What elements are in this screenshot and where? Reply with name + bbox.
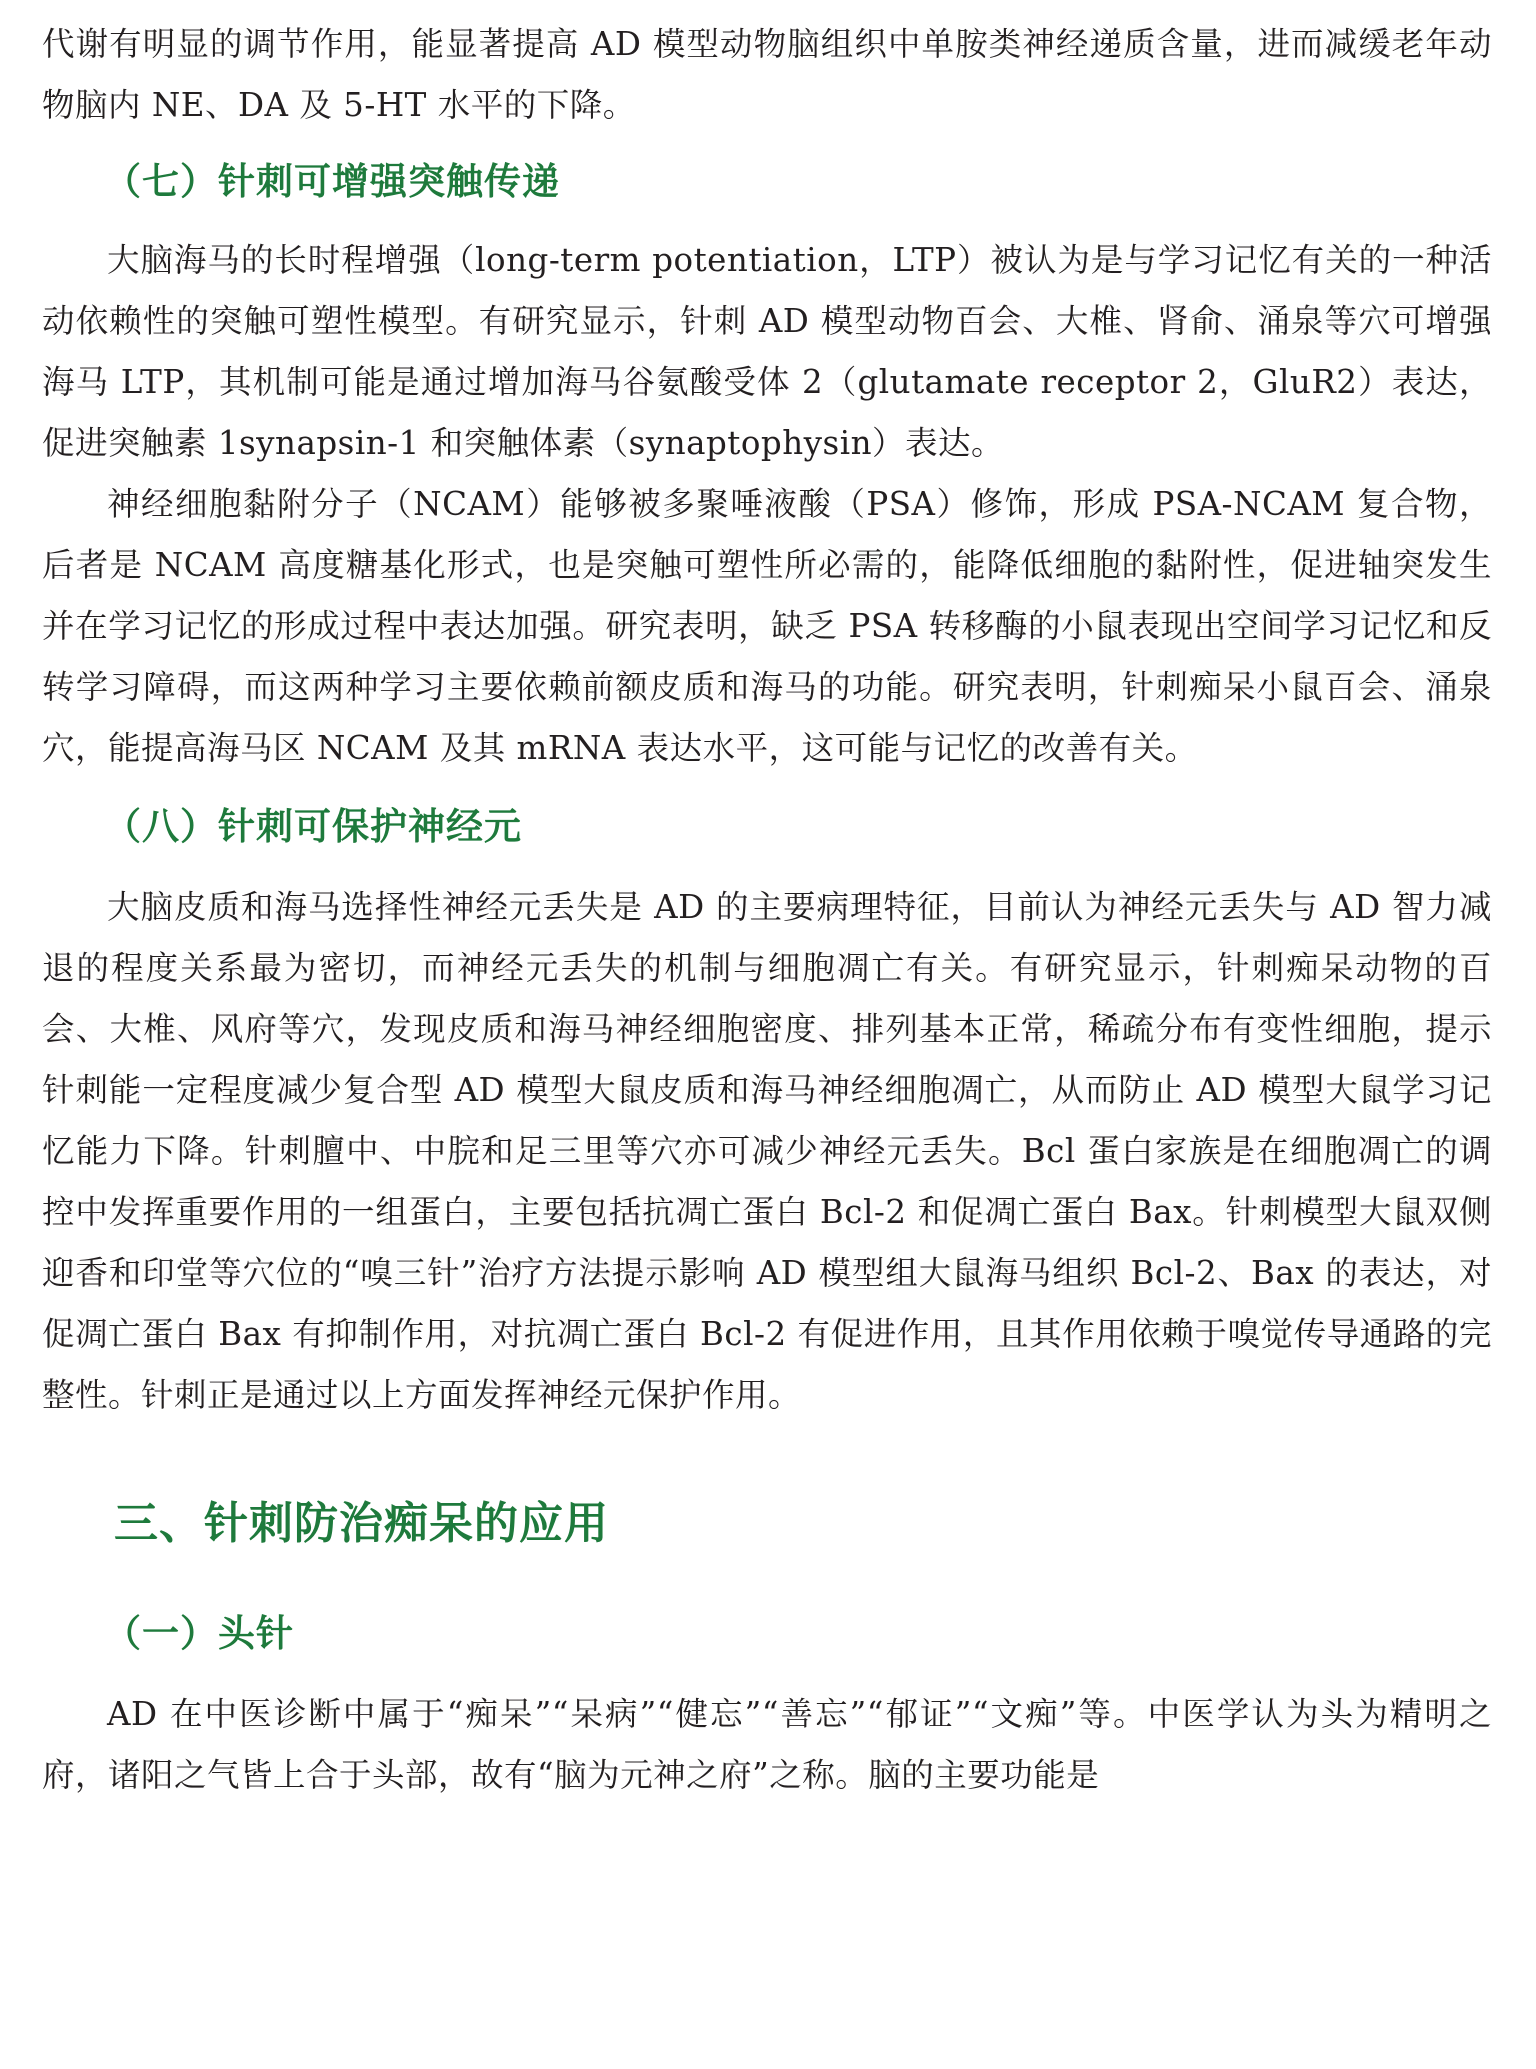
paragraph-tcm-diagnosis: AD 在中医诊断中属于“痴呆”“呆病”“健忘”“善忘”“郁证”“文痴”等。中医学认为头为精明之府，诸阳之气皆上合于头部，故有“脑为元神之府”之称。脑的主要功能是 [42,1695,1492,1794]
subheading-scalp-acupuncture: （一）头针 [104,1612,294,1655]
subheading-neuron-protection: （八）针刺可保护神经元 [104,805,522,848]
paragraph-continued: 代谢有明显的调节作用，能显著提高 AD 模型动物脑组织中单胺类神经递质含量，进而减缓老年动物脑内 NE、DA 及 5-HT 水平的下降。 [42,25,1492,124]
paragraph-ncam: 神经细胞黏附分子（NCAM）能够被多聚唾液酸（PSA）修饰，形成 PSA-NCAM 复合物，后者是 NCAM 高度糖基化形式，也是突触可塑性所必需的，能降低细胞的黏附性，促进轴突发生并在学习记忆的形成过程中表达加强。研究表明，缺乏 PSA 转移酶的小鼠表现出空间学习记忆和反转学习障碍，而这两种学习主要依赖前额皮质和海马的功能。研究表明，针刺痴呆小鼠百会、涌泉穴，能提高海马区 NCAM 及其 mRNA 表达水平，这可能与记忆的改善有关。 [42,485,1492,767]
paragraph-neuron-loss: 大脑皮质和海马选择性神经元丢失是 AD 的主要病理特征，目前认为神经元丢失与 AD 智力减退的程度关系最为密切，而神经元丢失的机制与细胞凋亡有关。有研究显示，针刺痴呆动物的百会、大椎、风府等穴，发现皮质和海马神经细胞密度、排列基本正常，稀疏分布有变性细胞，提示针刺能一定程度减少复合型 AD 模型大鼠皮质和海马神经细胞凋亡，从而防止 AD 模型大鼠学习记忆能力下降。针刺膻中、中脘和足三里等穴亦可减少神经元丢失。Bcl 蛋白家族是在细胞凋亡的调控中发挥重要作用的一组蛋白，主要包括抗凋亡蛋白 Bcl-2 和促凋亡蛋白 Bax。针刺模型大鼠双侧迎香和印堂等穴位的“嗅三针”治疗方法提示影响 AD 模型组大鼠海马组织 Bcl-2、Bax 的表达，对促凋亡蛋白 Bax 有抑制作用，对抗凋亡蛋白 Bcl-2 有促进作用，且其作用依赖于嗅觉传导通路的完整性。针刺正是通过以上方面发挥神经元保护作用。 [42,888,1492,1414]
paragraph-ltp: 大脑海马的长时程增强（long-term potentiation，LTP）被认为是与学习记忆有关的一种活动依赖性的突触可塑性模型。有研究显示，针刺 AD 模型动物百会、大椎、肾俞、涌泉等穴可增强海马 LTP，其机制可能是通过增加海马谷氨酸受体 2（glutamate receptor 2，GluR2）表达，促进突触素 1synapsin-1 和突触体素（synaptophysin）表达。 [42,241,1492,462]
subheading-synaptic-transmission: （七）针刺可增强突触传递 [104,160,560,203]
section-heading-application: 三、针刺防治痴呆的应用 [114,1498,609,1549]
